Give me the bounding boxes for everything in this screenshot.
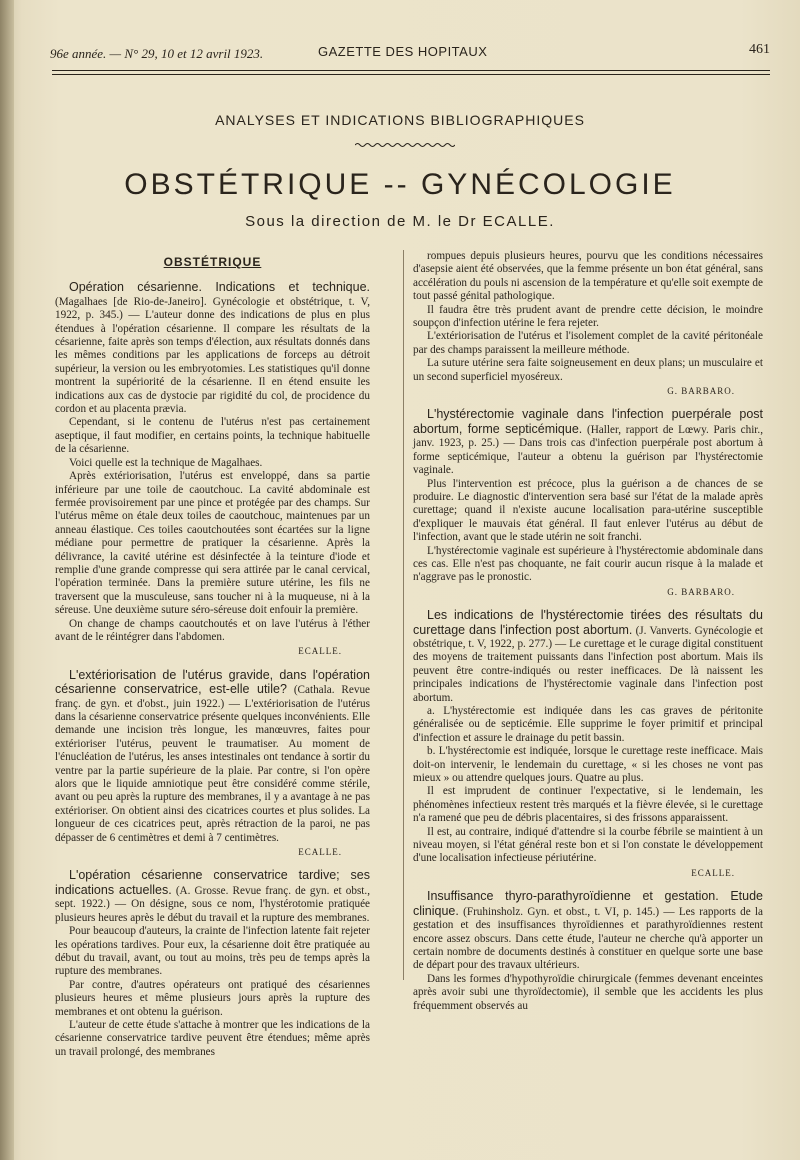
article-paragraph: Par contre, d'autres opérateurs ont pratiqué des césariennes plusieurs heures et même plusieurs jours après la rupture des membranes et ont obtenu la guérison.	[55, 978, 370, 1018]
article	[413, 609, 763, 880]
article-reference: (Cathala. Revue franç. de gyn. et d'obst., juin 1922.) —	[55, 684, 371, 710]
article-title: Insuffisance thyro-parathyroïdienne et gestation. Etude clinique.	[413, 889, 763, 918]
article-paragraph	[55, 669, 370, 845]
header-rule-thin	[52, 74, 770, 75]
article-reference: (A. Grosse. Revue franç. de gyn. et obst., sept. 1922.) —	[55, 884, 371, 911]
article-paragraph: Plus l'intervention est précoce, plus la guérison a de chances de se produire. Le diagnostic d'intervention sera basé sur l'état de la malade après curettage; quand il n'existe aucune localisation para-utérine susceptible d'expliquer le mauvais état général. Il faut enlever l'utérus au début de l'infection, avant que le stade utérin ne soit franchi.	[413, 477, 763, 544]
page-number: 461	[749, 42, 770, 57]
article-paragraph	[413, 609, 763, 705]
article-title: L'extériorisation de l'utérus gravide, dans l'opération césarienne conservatrice, est-elle utile?	[55, 667, 370, 697]
article	[55, 869, 370, 1059]
article-paragraph: a. L'hystérectomie est indiquée dans les cas graves de péritonite généralisée ou de septicémie. Elle supprime le foyer primitif et principal d'infection et assure le drainage du petit bassin.	[413, 705, 763, 744]
article-paragraph: Après extériorisation, l'utérus est enveloppé, dans sa partie inférieure par une toile de caoutchouc. La cavité abdominale est fermée provisoirement par une pince et protégée par des champs. Sur l'utérus même on étale deux toiles de caoutchouc, maintenues par un anneau élastique. Ces toiles caoutchoutées sont écartées sur la ligne médiane pour permettre de pratiquer la césarienne. Après la délivrance, la cavité utérine est désinfectée à la teinture d'iode et remplie d'une grande compresse qui sera attirée par le canal cervical, l'opération terminée. Dans la première suture utérine, les fils ne traversent que la musculeuse, sans toucher ni à la muqueuse, ni à la séreuse. Une deuxième suture séro-séreuse doit enfouir la première.	[55, 470, 370, 617]
article-paragraph: L'hystérectomie vaginale est supérieure à l'hystérectomie abdominale dans ces cas. Elle n'est pas choquante, ne fait courir aucun risque à la malade et n'aggrave pas le pronostic.	[413, 544, 763, 584]
section-header: ANALYSES ET INDICATIONS BIBLIOGRAPHIQUES	[215, 112, 585, 128]
article-paragraph: Voici quelle est la technique de Magalhaes.	[69, 456, 263, 469]
article-title: Opération césarienne. Indications et technique.	[69, 280, 370, 295]
article	[413, 408, 763, 599]
article-paragraph	[413, 408, 763, 477]
article	[55, 281, 370, 658]
left-column	[55, 250, 370, 1069]
article-reference: (Magalhaes [de Rio-de-Janeiro]. Gynécologie et obstétrique, t. V, 1922, p. 345.) —	[55, 295, 370, 322]
article-body: Dans trois cas d'infection puerpérale post abortum à forme septicémique, l'auteur a obtenu la guérison par l'hystérectomie vaginale.	[413, 437, 764, 477]
subtitle: Sous la direction de M. le Dr ECALLE.	[245, 213, 555, 230]
article-body: Le curettage et le curage digital constituent des moyens de traitement puissants dans l'infection post abortum. Mais ils peuvent être contre-indiqués ou rester inefficaces. De là naissent les principales indications de l'hystérectomie vaginale dans l'infection post abortum.	[413, 637, 763, 704]
article-paragraph	[413, 890, 763, 972]
article-signature: ECALLE.	[691, 867, 735, 878]
article-paragraph: Pour beaucoup d'auteurs, la crainte de l'infection latente fait rejeter les opérations tardives. Pour eux, la césarienne doit être pratiquée au début du travail, avant, ou tout au moins, très peu de temps après la rupture des membranes.	[55, 925, 370, 978]
article	[413, 890, 763, 1013]
article-body: L'auteur donne des indications de plus en plus étendues à l'opération césarienne. Il compare les résultats de la césarienne, faite après son temps d'élection, aux résultats donnés dans les mêmes conditions par les applications de forceps au détroit supérieur, la version ou les embryotomies. Les statistiques qu'il donne montrent la supériorité de la césarienne. Il en étend ensuite les indications aux cas de dystocie par rigidité du col, de procidence du cordon et au placenta prævia.	[55, 309, 370, 416]
article-paragraph: L'auteur de cette étude s'attache à montrer que les indications de la césarienne conservatrice tardive peuvent être étendues; même après un travail prolongé, des membranes	[55, 1018, 370, 1058]
article-paragraph: rompues depuis plusieurs heures, pourvu que les conditions nécessaires d'asepsie aient été observées, que la femme présente un bon état général, sans accélération du pouls ni ascension de la température et qu'elle soit exempte de tout passé génital pathologique.	[413, 250, 763, 303]
article-title: Les indications de l'hystérectomie tirées des résultats du curettage dans l'infection post abortum.	[413, 608, 763, 637]
article-body: On désigne, sous ce nom, l'hystérotomie pratiquée plusieurs heures après le début du travail et la rupture des membranes.	[55, 898, 370, 924]
article-title: L'hystérectomie vaginale dans l'infection puerpérale post abortum, forme septicémique.	[413, 407, 763, 436]
article	[55, 669, 370, 860]
running-head	[50, 42, 770, 66]
journal-name: GAZETTE DES HOPITAUX	[318, 44, 488, 59]
article-paragraph: L'extériorisation de l'utérus et l'isolement complet de la cavité péritonéale par des champs paraissent la meilleure méthode.	[413, 330, 763, 356]
article-paragraph: La suture utérine sera faite soigneusement en deux plans; un musculaire et un second superficiel myoséreux.	[413, 357, 763, 383]
article-paragraph: On change de champs caoutchoutés et on lave l'utérus à l'éther avant de le réintégrer dans l'abdomen.	[55, 617, 370, 643]
article-title: L'opération césarienne conservatrice tardive; ses indications actuelles.	[55, 868, 370, 897]
article-signature: G. BARBARO.	[667, 386, 735, 397]
article-paragraph: Cependant, si le contenu de l'utérus n'est pas certainement aseptique, il faut modifier, en certains points, la technique habituelle de la césarienne.	[55, 416, 370, 456]
article-paragraph: b. L'hystérectomie est indiquée, lorsque le curettage reste inefficace. Mais doit-on intervenir, le lendemain du curettage, « si les choses ne vont pas mieux » ou attendre quelques jours. Quatre au plus.	[413, 745, 763, 785]
issue-info: 96e année. — N° 29, 10 et 12 avril 1923.	[50, 46, 264, 61]
article-paragraph: Il est imprudent de continuer l'expectative, si le lendemain, les phénomènes infectieux restent très marqués et la fièvre élevée, si le curettage n'a ramené que peu de débris placentaires, si des frissons apparaissent.	[413, 785, 763, 825]
article-signature: ECALLE.	[298, 847, 342, 858]
article-paragraph: Dans les formes d'hypothyroïdie chirurgicale (femmes devenant enceintes après avoir subi une thyroïdectomie), il semble que les accidents les plus fréquemment observés au	[413, 972, 763, 1012]
header-rule	[52, 70, 770, 71]
article-body: L'extériorisation de l'utérus dans la césarienne conservatrice présente quelques inconvénients. Elle demande une incision très longue, les manœuvres, faites pour extérioriser l'utérus, peuvent le traumatiser. Au moment de l'énucléation de l'utérus, les anses intestinales ont tendance à sortir du ventre par la partie supérieure de la plaie. Par contre, si l'on opère alors que le liquide amniotique peut être considéré comme stérile, avant ou peu après la rupture des membranes, il y a avantage à ne pas extérioriser. On obtient ainsi des cicatrices courtes et plus solides. La longueur de ces cicatrices peut, après rétraction de la paroi, ne pas dépasser de 6 centimètres et demi à 7 centimètres.	[55, 697, 371, 844]
ornament-squiggle	[355, 142, 455, 148]
article-paragraph: Il est, au contraire, indiqué d'attendre si la courbe fébrile se maintient à un niveau moyen, si l'état général reste bon et si l'on constate le développement d'une localisation infectieuse périutérine.	[413, 825, 763, 865]
article-paragraph: Il faudra être très prudent avant de prendre cette décision, le moindre soupçon d'infection utérine le fera rejeter.	[413, 303, 763, 330]
article-paragraph	[55, 869, 370, 925]
article-paragraph	[55, 281, 370, 416]
article-signature: G. BARBARO.	[667, 586, 735, 597]
article	[413, 250, 763, 398]
main-title: OBSTÉTRIQUE -- GYNÉCOLOGIE	[124, 168, 676, 201]
article-signature: ECALLE.	[298, 646, 342, 657]
article-body: Les rapports de la gestation et des insuffisances thyroïdiennes et parathyroïdiennes restent encore assez obscurs. Dans cette étude, l'auteur ne cherche qu'à apporter un certain nombre de documents destinés à constituer en quelque sorte une base de départ pour des travaux ultérieurs.	[413, 905, 764, 972]
article-reference: (Fruhinsholz. Gyn. et obst., t. VI, p. 145.) —	[463, 905, 675, 918]
article-reference: (J. Vanverts. Gynécologie et obstétrique, t. V, 1922, p. 277.) —	[413, 624, 764, 650]
column-heading: OBSTÉTRIQUE	[163, 255, 262, 269]
column-divider	[403, 250, 404, 980]
article-reference: (Haller, rapport de Lœwy. Paris chir., janv. 1923, p. 25.) —	[413, 423, 764, 450]
right-column	[413, 250, 763, 1023]
